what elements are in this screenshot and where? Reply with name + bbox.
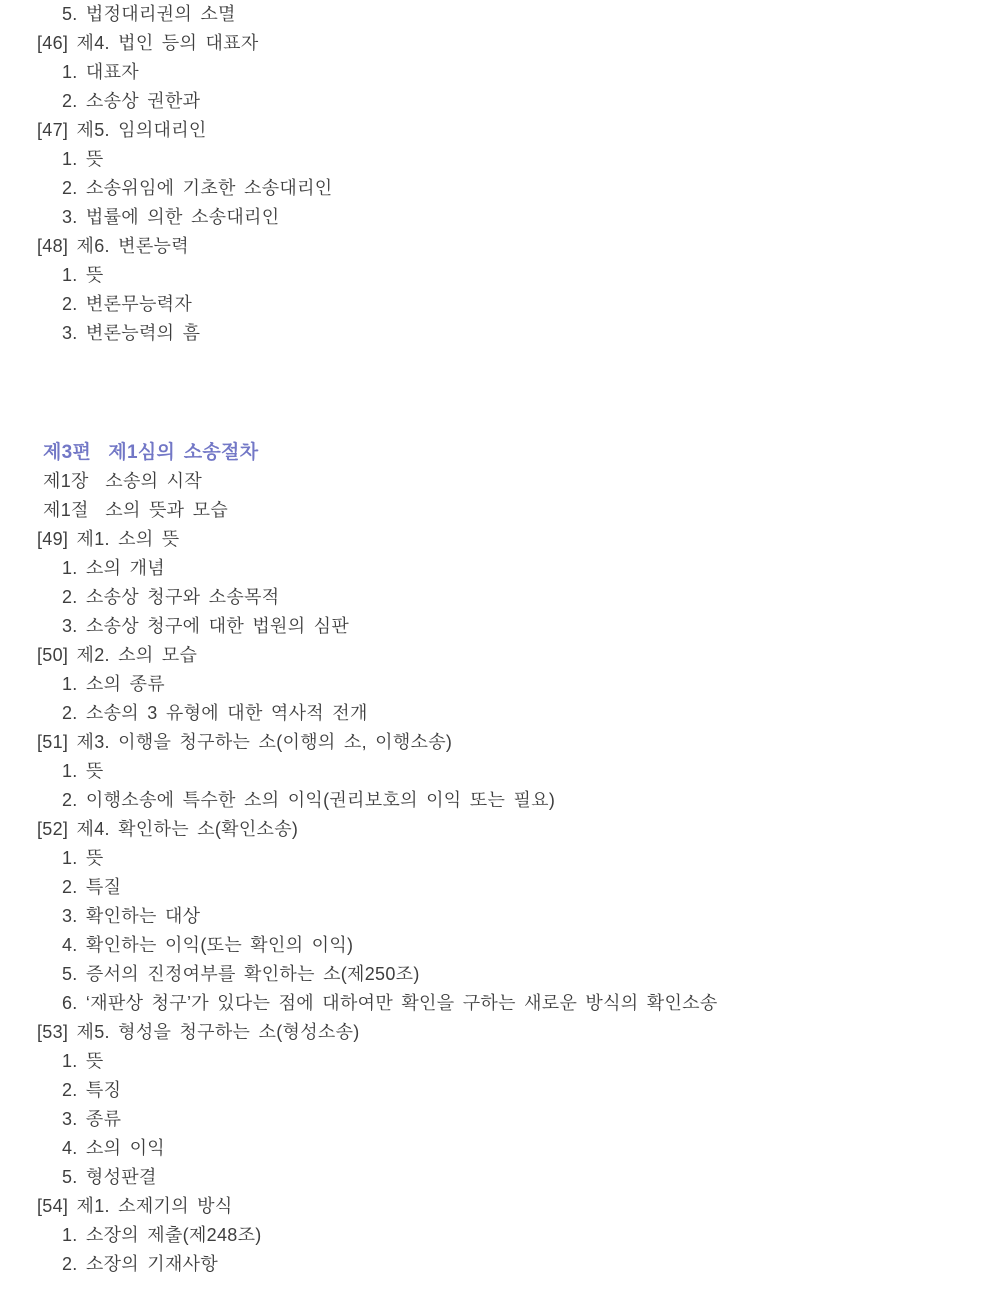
toc-line: 1. 뜻 bbox=[62, 761, 104, 781]
toc-line: 2. 소송위임에 기초한 소송대리인 bbox=[62, 178, 333, 198]
toc-line: 4. 확인하는 이익(또는 확인의 이익) bbox=[62, 935, 354, 955]
toc-line: [52] 제4. 확인하는 소(확인소송) bbox=[37, 819, 299, 839]
toc-line: 3. 변론능력의 흠 bbox=[62, 323, 201, 343]
toc-line: 1. 대표자 bbox=[62, 62, 139, 82]
toc-line: 1. 소장의 제출(제248조) bbox=[62, 1225, 262, 1245]
toc-line: 3. 소송상 청구에 대한 법원의 심판 bbox=[62, 616, 350, 636]
toc-line: 2. 소송상 권한과 bbox=[62, 91, 201, 111]
toc-line: 1. 뜻 bbox=[62, 149, 104, 169]
toc-line: 제1장 소송의 시작 bbox=[43, 471, 203, 491]
toc-line: 5. 법정대리권의 소멸 bbox=[62, 4, 236, 24]
toc-line: 5. 형성판결 bbox=[62, 1167, 157, 1187]
toc-line: 6. ‘재판상 청구’가 있다는 점에 대하여만 확인을 구하는 새로운 방식의 확인소송 bbox=[62, 993, 718, 1013]
toc-line: 1. 소의 종류 bbox=[62, 674, 165, 694]
toc-line: 4. 소의 이익 bbox=[62, 1138, 165, 1158]
toc-line: 1. 뜻 bbox=[62, 1051, 104, 1071]
toc-line: [47] 제5. 임의대리인 bbox=[37, 120, 207, 140]
toc-line: [49] 제1. 소의 뜻 bbox=[37, 529, 180, 549]
toc-line: 5. 증서의 진정여부를 확인하는 소(제250조) bbox=[62, 964, 420, 984]
toc-line: 2. 특질 bbox=[62, 877, 122, 897]
toc-line: 2. 소송상 청구와 소송목적 bbox=[62, 587, 280, 607]
toc-line: [54] 제1. 소제기의 방식 bbox=[37, 1196, 233, 1216]
toc-line: [53] 제5. 형성을 청구하는 소(형성소송) bbox=[37, 1022, 360, 1042]
toc-line: 2. 이행소송에 특수한 소의 이익(권리보호의 이익 또는 필요) bbox=[62, 790, 556, 810]
toc-line: 2. 변론무능력자 bbox=[62, 294, 193, 314]
toc-line: 제1절 소의 뜻과 모습 bbox=[43, 500, 229, 520]
toc-line: 2. 소송의 3 유형에 대한 역사적 전개 bbox=[62, 703, 368, 723]
toc-line: 2. 특징 bbox=[62, 1080, 122, 1100]
toc-line: 2. 소장의 기재사항 bbox=[62, 1254, 219, 1274]
toc-line: 3. 법률에 의한 소송대리인 bbox=[62, 207, 280, 227]
toc-line: 1. 뜻 bbox=[62, 848, 104, 868]
toc-line: 1. 소의 개념 bbox=[62, 558, 165, 578]
part-heading: 제3편 제1심의 소송절차 bbox=[43, 442, 259, 463]
toc-line: 3. 확인하는 대상 bbox=[62, 906, 201, 926]
toc-line: 1. 뜻 bbox=[62, 265, 104, 285]
toc-line: [46] 제4. 법인 등의 대표자 bbox=[37, 33, 259, 53]
toc-line: [51] 제3. 이행을 청구하는 소(이행의 소, 이행소송) bbox=[37, 732, 453, 752]
toc-line: [48] 제6. 변론능력 bbox=[37, 236, 189, 256]
toc-line: [50] 제2. 소의 모습 bbox=[37, 645, 198, 665]
toc-line: 3. 종류 bbox=[62, 1109, 122, 1129]
